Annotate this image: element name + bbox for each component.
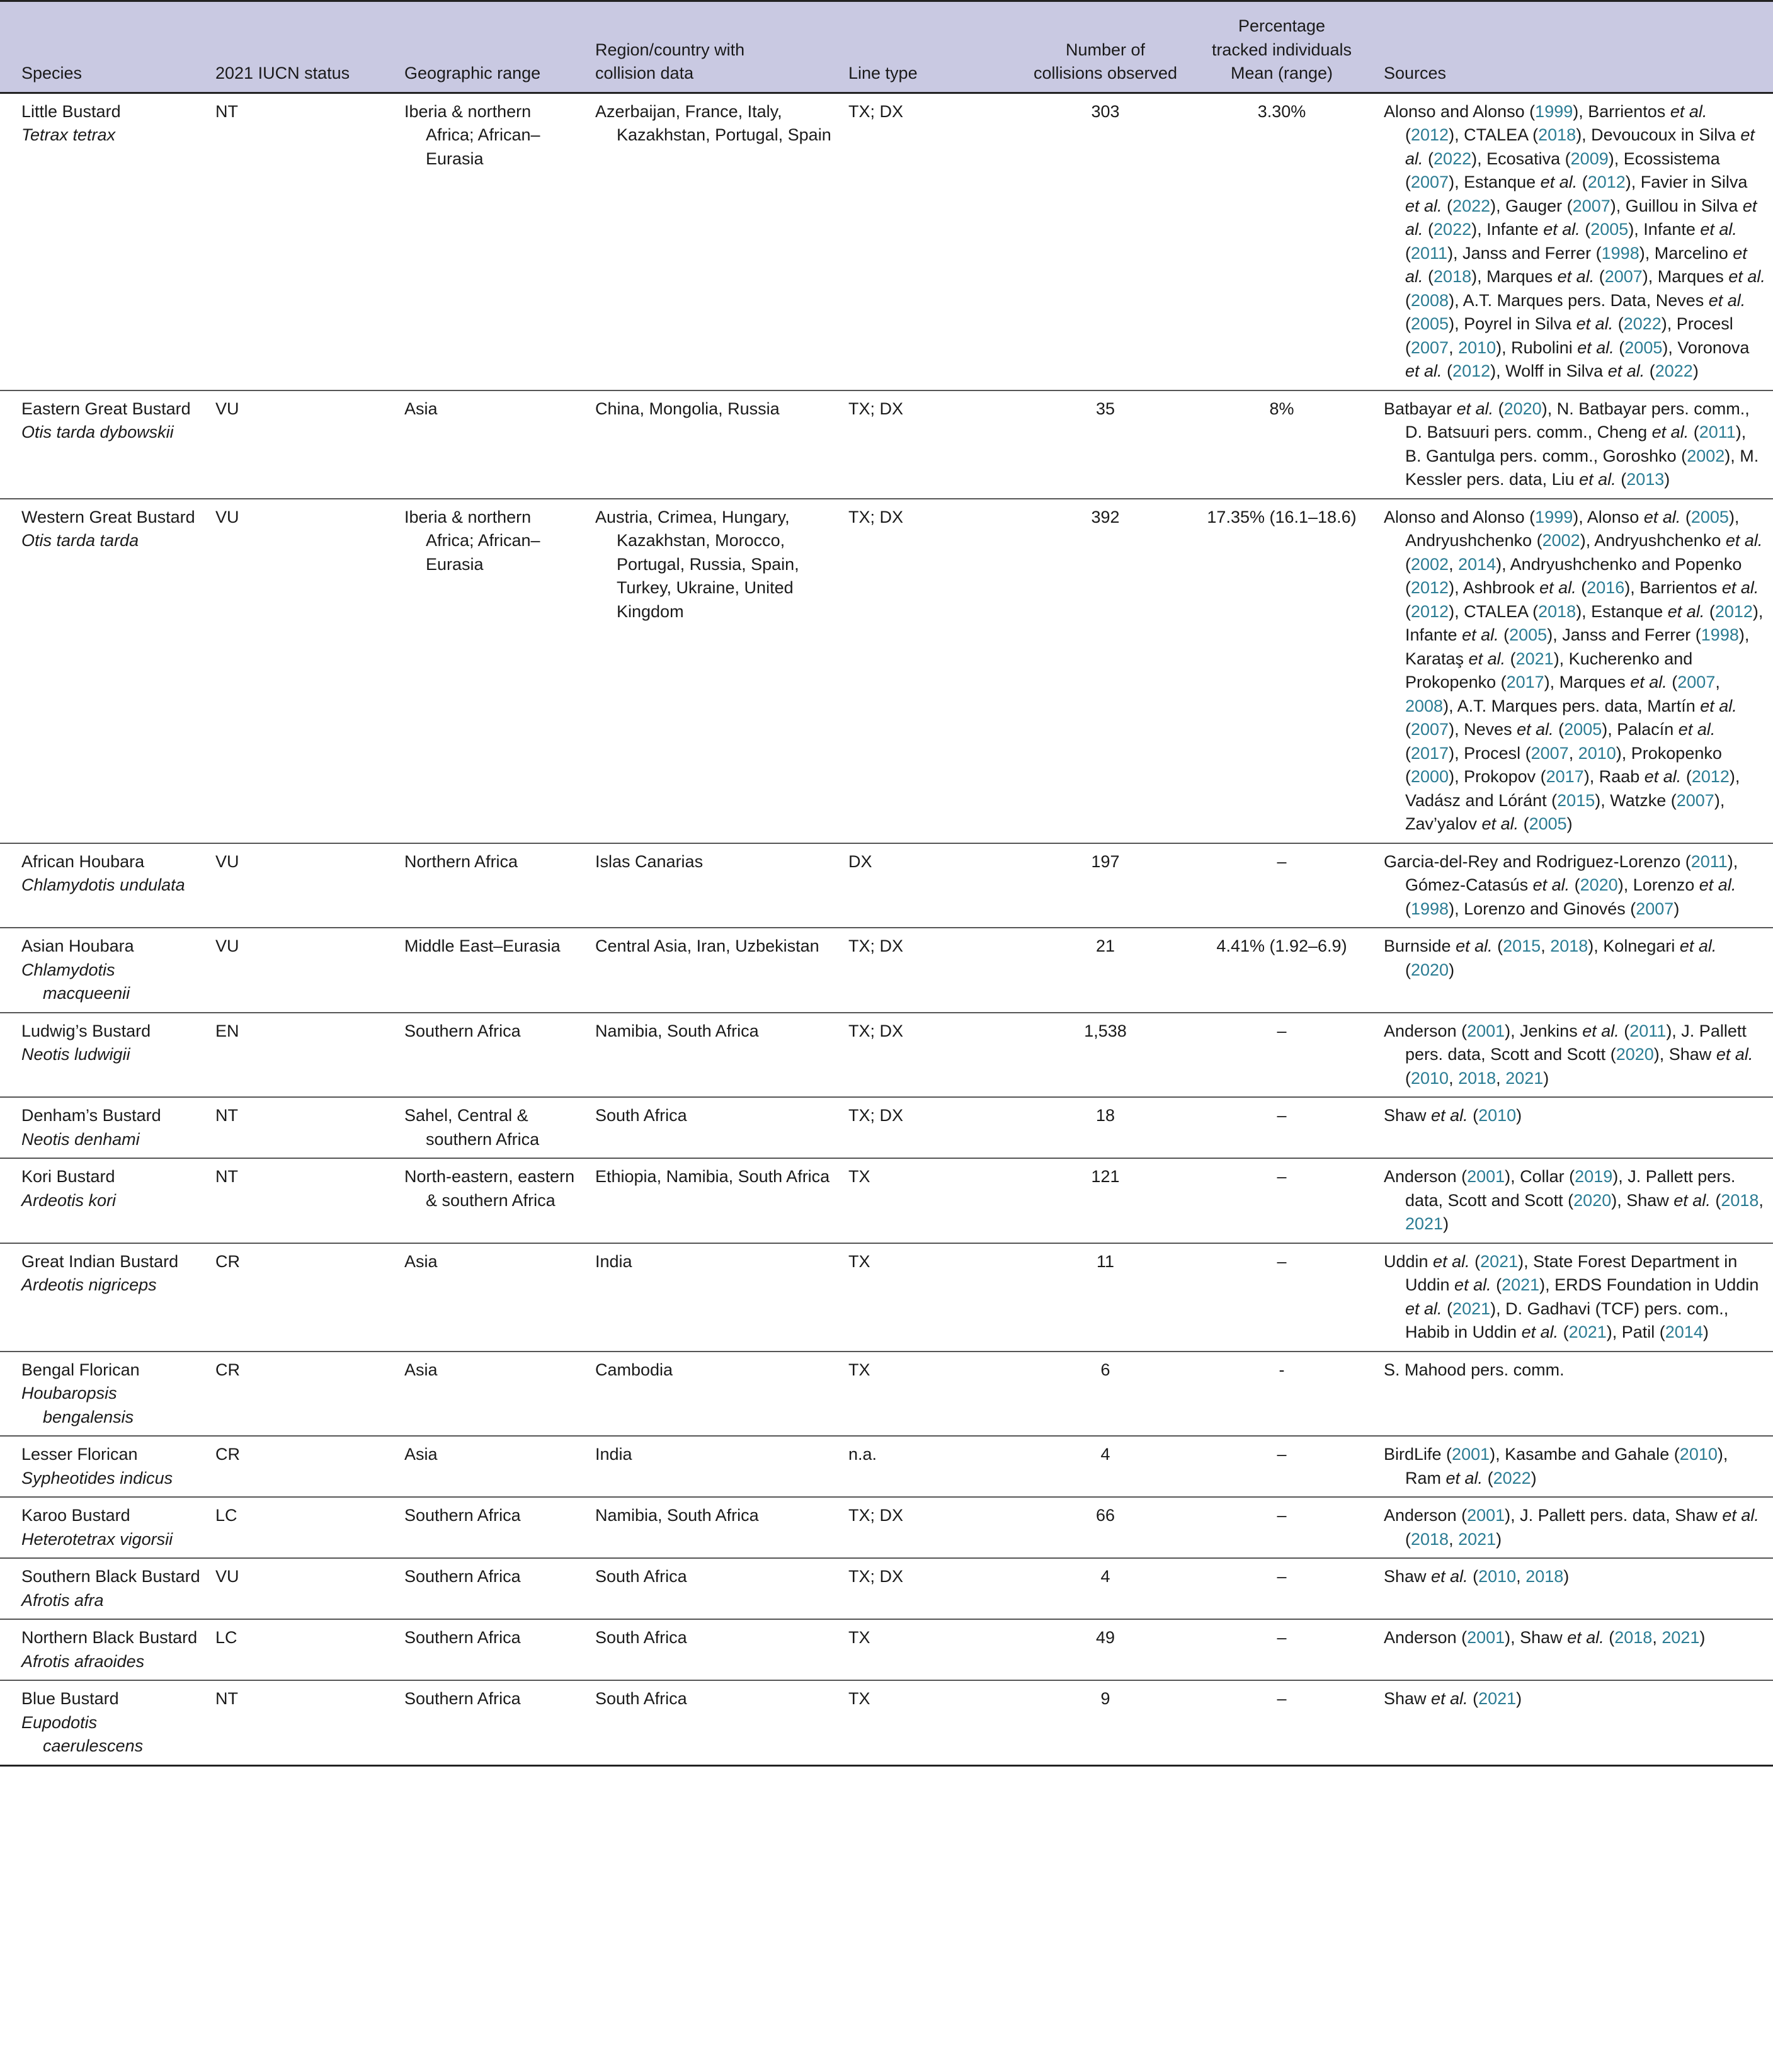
geographic-range-cell: Northern Africa (397, 843, 588, 928)
table-row (0, 93, 1773, 390)
region-cell: India (588, 1243, 841, 1352)
iucn-status-cell: VU (208, 499, 397, 843)
species-scientific-name: Sypheotides indicus (21, 1468, 173, 1488)
percentage-cell: – (1187, 1097, 1376, 1158)
region-cell: Central Asia, Iran, Uzbekistan (588, 928, 841, 1013)
region-cell: South Africa (588, 1680, 841, 1765)
species-common-name: Kori Bustard (21, 1167, 115, 1186)
collisions-cell: 1,538 (1023, 1013, 1187, 1098)
species-cell (0, 1013, 208, 1098)
percentage-cell: – (1187, 1436, 1376, 1497)
col-header-species: Species (0, 1, 208, 93)
species-common-name: Bengal Florican (21, 1360, 140, 1379)
sources-cell: S. Mahood pers. comm. (1376, 1352, 1773, 1437)
line-type-cell: TX; DX (841, 1558, 1023, 1619)
sources-cell: Uddin et al. (2021), State Forest Department in Uddin et al. (2021), ERDS Foundation in Uddin et al. (2021), D. Gadhavi (TCF) pers. com., Habib in Uddin et al. (2021), Patil (2014) (1376, 1243, 1773, 1352)
col-header-collisions: Number of collisions observed (1023, 1, 1187, 93)
col-header-line-type: Line type (841, 1, 1023, 93)
iucn-status-cell: VU (208, 928, 397, 1013)
percentage-cell: 8% (1187, 390, 1376, 499)
species-common-name: Western Great Bustard (21, 507, 195, 527)
region-cell: Azerbaijan, France, Italy, Kazakhstan, Portugal, Spain (588, 93, 841, 390)
region-cell: China, Mongolia, Russia (588, 390, 841, 499)
region-cell: Cambodia (588, 1352, 841, 1437)
species-cell (0, 928, 208, 1013)
table-row (0, 1352, 1773, 1437)
table-row (0, 1243, 1773, 1352)
table-row (0, 1436, 1773, 1497)
line-type-cell: TX (841, 1352, 1023, 1437)
species-scientific-name: Houbaropsis bengalensis (21, 1384, 134, 1426)
collisions-cell: 303 (1023, 93, 1187, 390)
line-type-cell: TX; DX (841, 928, 1023, 1013)
line-type-cell: TX; DX (841, 1013, 1023, 1098)
species-common-name: Little Bustard (21, 101, 121, 121)
geographic-range-cell: Southern Africa (397, 1680, 588, 1765)
species-common-name: Northern Black Bustard (21, 1628, 198, 1647)
sources-cell: Anderson (2001), Shaw et al. (2018, 2021) (1376, 1619, 1773, 1680)
species-common-name: Karoo Bustard (21, 1506, 130, 1525)
geographic-range-cell: Southern Africa (397, 1497, 588, 1558)
header-row (0, 1, 1773, 93)
geographic-range-cell: Southern Africa (397, 1558, 588, 1619)
percentage-cell: – (1187, 1619, 1376, 1680)
col-header-iucn: 2021 IUCN status (208, 1, 397, 93)
table-row (0, 499, 1773, 843)
species-common-name: Blue Bustard (21, 1689, 119, 1708)
geographic-range-cell: Southern Africa (397, 1619, 588, 1680)
percentage-cell: – (1187, 1158, 1376, 1243)
collisions-cell: 121 (1023, 1158, 1187, 1243)
region-cell: Islas Canarias (588, 843, 841, 928)
geographic-range-cell: North-eastern, eastern & southern Africa (397, 1158, 588, 1243)
collisions-cell: 392 (1023, 499, 1187, 843)
geographic-range-cell: Southern Africa (397, 1013, 588, 1098)
sources-cell: Anderson (2001), Collar (2019), J. Pallett pers. data, Scott and Scott (2020), Shaw et al. (2018, 2021) (1376, 1158, 1773, 1243)
collisions-cell: 49 (1023, 1619, 1187, 1680)
species-cell (0, 93, 208, 390)
species-common-name: Ludwig’s Bustard (21, 1021, 151, 1040)
sources-cell: Burnside et al. (2015, 2018), Kolnegari et al. (2020) (1376, 928, 1773, 1013)
table-row (0, 843, 1773, 928)
line-type-cell: TX (841, 1680, 1023, 1765)
sources-cell: Shaw et al. (2010, 2018) (1376, 1558, 1773, 1619)
species-scientific-name: Eupodotis caerulescens (21, 1712, 144, 1755)
col-header-range: Geographic range (397, 1, 588, 93)
species-cell (0, 1243, 208, 1352)
sources-cell: Anderson (2001), Jenkins et al. (2011), J. Pallett pers. data, Scott and Scott (2020), Shaw et al. (2010, 2018, 2021) (1376, 1013, 1773, 1098)
species-common-name: Great Indian Bustard (21, 1251, 179, 1271)
sources-cell: Shaw et al. (2021) (1376, 1680, 1773, 1765)
collisions-cell: 6 (1023, 1352, 1187, 1437)
iucn-status-cell: LC (208, 1619, 397, 1680)
species-cell (0, 1158, 208, 1243)
sources-cell: Batbayar et al. (2020), N. Batbayar pers. comm., D. Batsuuri pers. comm., Cheng et al. (2011), B. Gantulga pers. comm., Goroshko (2002), M. Kessler pers. data, Liu et al. (2013) (1376, 390, 1773, 499)
species-common-name: Southern Black Bustard (21, 1567, 200, 1586)
iucn-status-cell: LC (208, 1497, 397, 1558)
line-type-cell: DX (841, 843, 1023, 928)
col-header-percentage: Percentage tracked individuals Mean (range) (1187, 1, 1376, 93)
sources-cell: Garcia-del-Rey and Rodriguez-Lorenzo (2011), Gómez-Catasús et al. (2020), Lorenzo et al. (1998), Lorenzo and Ginovés (2007) (1376, 843, 1773, 928)
percentage-cell: – (1187, 1243, 1376, 1352)
line-type-cell: TX (841, 1243, 1023, 1352)
species-cell (0, 843, 208, 928)
region-cell: Namibia, South Africa (588, 1497, 841, 1558)
species-scientific-name: Afrotis afra (21, 1590, 104, 1610)
geographic-range-cell: Asia (397, 1243, 588, 1352)
iucn-status-cell: NT (208, 1097, 397, 1158)
species-cell (0, 1680, 208, 1765)
iucn-status-cell: NT (208, 1680, 397, 1765)
species-common-name: Eastern Great Bustard (21, 399, 191, 418)
iucn-status-cell: VU (208, 390, 397, 499)
line-type-cell: TX; DX (841, 93, 1023, 390)
species-common-name: Lesser Florican (21, 1445, 138, 1464)
species-scientific-name: Heterotetrax vigorsii (21, 1529, 173, 1549)
species-scientific-name: Ardeotis nigriceps (21, 1275, 157, 1294)
iucn-status-cell: EN (208, 1013, 397, 1098)
species-scientific-name: Otis tarda tarda (21, 531, 139, 550)
iucn-status-cell: CR (208, 1352, 397, 1437)
collisions-cell: 11 (1023, 1243, 1187, 1352)
iucn-status-cell: NT (208, 93, 397, 390)
iucn-status-cell: VU (208, 1558, 397, 1619)
table-row (0, 1558, 1773, 1619)
collisions-cell: 9 (1023, 1680, 1187, 1765)
table-row (0, 1619, 1773, 1680)
collisions-cell: 21 (1023, 928, 1187, 1013)
table-row (0, 1680, 1773, 1765)
table-row (0, 928, 1773, 1013)
species-cell (0, 1619, 208, 1680)
region-cell: South Africa (588, 1097, 841, 1158)
sources-cell: Alonso and Alonso (1999), Barrientos et al. (2012), CTALEA (2018), Devoucoux in Silva et al. (2022), Ecosativa (2009), Ecossistema (2007), Estanque et al. (2012), Favier in Silva et al. (2022), Gauger (2007), Guillou in Silva et al. (2022), Infante et al. (2005), Infante et al. (2011), Janss and Ferrer (1998), Marcelino et al. (2018), Marques et al. (2007), Marques et al. (2008), A.T. Marques pers. Data, Neves et al. (2005), Poyrel in Silva et al. (2022), Procesl (2007, 2010), Rubolini et al. (2005), Voronova et al. (2012), Wolff in Silva et al. (2022) (1376, 93, 1773, 390)
region-cell: Austria, Crimea, Hungary, Kazakhstan, Morocco, Portugal, Russia, Spain, Turkey, Ukraine, United Kingdom (588, 499, 841, 843)
collisions-cell: 4 (1023, 1558, 1187, 1619)
species-scientific-name: Neotis ludwigii (21, 1045, 130, 1064)
sources-cell: Anderson (2001), J. Pallett pers. data, Shaw et al. (2018, 2021) (1376, 1497, 1773, 1558)
line-type-cell: TX (841, 1619, 1023, 1680)
percentage-cell: 17.35% (16.1–18.6) (1187, 499, 1376, 843)
percentage-cell: – (1187, 1558, 1376, 1619)
species-scientific-name: Otis tarda dybowskii (21, 423, 174, 441)
percentage-cell: 4.41% (1.92–6.9) (1187, 928, 1376, 1013)
table-row (0, 390, 1773, 499)
species-cell (0, 1497, 208, 1558)
geographic-range-cell: Middle East–Eurasia (397, 928, 588, 1013)
sources-cell: BirdLife (2001), Kasambe and Gahale (2010), Ram et al. (2022) (1376, 1436, 1773, 1497)
sources-cell: Shaw et al. (2010) (1376, 1097, 1773, 1158)
line-type-cell: n.a. (841, 1436, 1023, 1497)
iucn-status-cell: VU (208, 843, 397, 928)
iucn-status-cell: CR (208, 1243, 397, 1352)
species-scientific-name: Ardeotis kori (21, 1190, 117, 1210)
region-cell: Ethiopia, Namibia, South Africa (588, 1158, 841, 1243)
species-cell (0, 1558, 208, 1619)
geographic-range-cell: Iberia & northern Africa; African–Eurasia (397, 499, 588, 843)
species-common-name: Asian Houbara (21, 936, 134, 955)
collisions-cell: 66 (1023, 1497, 1187, 1558)
percentage-cell: 3.30% (1187, 93, 1376, 390)
table-row (0, 1013, 1773, 1098)
table-row (0, 1158, 1773, 1243)
line-type-cell: TX; DX (841, 390, 1023, 499)
region-cell: Namibia, South Africa (588, 1013, 841, 1098)
iucn-status-cell: CR (208, 1436, 397, 1497)
species-common-name: Denham’s Bustard (21, 1106, 161, 1125)
sources-cell: Alonso and Alonso (1999), Alonso et al. (2005), Andryushchenko (2002), Andryushchenko et al. (2002, 2014), Andryushchenko and Popenko (2012), Ashbrook et al. (2016), Barrientos et al. (2012), CTALEA (2018), Estanque et al. (2012), Infante et al. (2005), Janss and Ferrer (1998), Karataş et al. (2021), Kucherenko and Prokopenko (2017), Marques et al. (2007, 2008), A.T. Marques pers. data, Martín et al. (2007), Neves et al. (2005), Palacín et al. (2017), Procesl (2007, 2010), Prokopenko (2000), Prokopov (2017), Raab et al. (2012), Vadász and Lóránt (2015), Watzke (2007), Zav’yalov et al. (2005) (1376, 499, 1773, 843)
region-cell: India (588, 1436, 841, 1497)
collisions-cell: 197 (1023, 843, 1187, 928)
species-scientific-name: Neotis denhami (21, 1129, 140, 1149)
iucn-status-cell: NT (208, 1158, 397, 1243)
percentage-cell: – (1187, 1680, 1376, 1765)
geographic-range-cell: Asia (397, 1436, 588, 1497)
percentage-cell: – (1187, 843, 1376, 928)
table-body (0, 93, 1773, 1765)
species-scientific-name: Afrotis afraoides (21, 1651, 145, 1671)
col-header-sources: Sources (1376, 1, 1773, 93)
line-type-cell: TX (841, 1158, 1023, 1243)
line-type-cell: TX; DX (841, 499, 1023, 843)
collisions-cell: 18 (1023, 1097, 1187, 1158)
geographic-range-cell: Asia (397, 390, 588, 499)
col-header-region: Region/country with collision data (588, 1, 841, 93)
line-type-cell: TX; DX (841, 1097, 1023, 1158)
species-cell (0, 1097, 208, 1158)
species-cell (0, 390, 208, 499)
species-scientific-name: Chlamydotis undulata (21, 875, 185, 894)
collisions-cell: 4 (1023, 1436, 1187, 1497)
geographic-range-cell: Sahel, Central & southern Africa (397, 1097, 588, 1158)
percentage-cell: – (1187, 1497, 1376, 1558)
region-cell: South Africa (588, 1619, 841, 1680)
line-type-cell: TX; DX (841, 1497, 1023, 1558)
species-cell (0, 499, 208, 843)
species-scientific-name: Chlamydotis macqueenii (21, 960, 130, 1003)
geographic-range-cell: Iberia & northern Africa; African–Eurasia (397, 93, 588, 390)
species-scientific-name: Tetrax tetrax (21, 125, 116, 144)
species-cell (0, 1436, 208, 1497)
percentage-cell: - (1187, 1352, 1376, 1437)
species-common-name: African Houbara (21, 851, 145, 871)
table-row (0, 1497, 1773, 1558)
collisions-cell: 35 (1023, 390, 1187, 499)
species-cell (0, 1352, 208, 1437)
geographic-range-cell: Asia (397, 1352, 588, 1437)
region-cell: South Africa (588, 1558, 841, 1619)
percentage-cell: – (1187, 1013, 1376, 1098)
table-row (0, 1097, 1773, 1158)
